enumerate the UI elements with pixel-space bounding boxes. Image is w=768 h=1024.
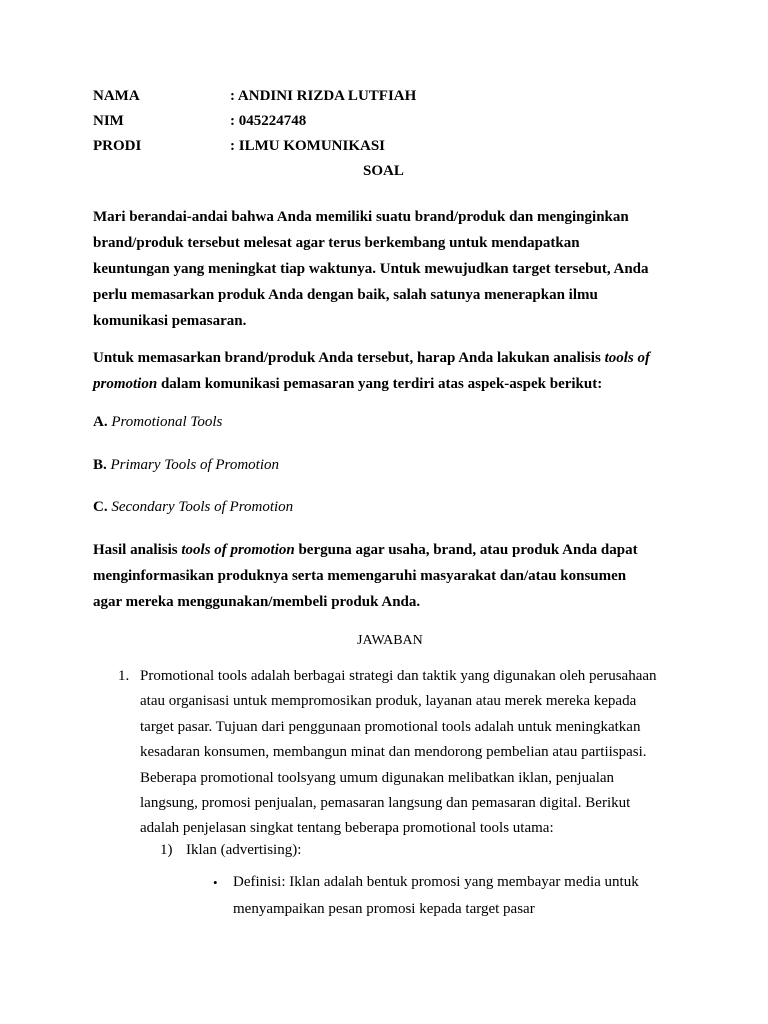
answer-number: 1. xyxy=(118,668,130,684)
paragraph-1-line: Mari berandai-andai bahwa Anda memiliki suatu brand/produk dan menginginkan xyxy=(93,209,629,225)
answer-line: langsung, promosi penjualan, pemasaran langsung dan pemasaran digital. Berikut xyxy=(140,794,631,811)
aspect-c xyxy=(93,499,293,516)
aspect-b xyxy=(93,457,279,474)
bullet-text xyxy=(233,869,693,923)
soal-paragraph-1 xyxy=(93,204,693,334)
paragraph-3-text: berguna agar usaha, brand, atau produk Anda dapat xyxy=(294,542,638,558)
aspect-text: Primary Tools of Promotion xyxy=(110,457,280,473)
aspect-text: Secondary Tools of Promotion xyxy=(111,499,294,515)
paragraph-1-line: perlu memasarkan produk Anda dengan baik, salah satunya menerapkan ilmu xyxy=(93,287,598,303)
answer-line: Beberapa promotional toolsyang umum digunakan melibatkan iklan, penjualan xyxy=(140,769,615,786)
paragraph-3-line-2: menginformasikan produknya serta memengaruhi masyarakat dan/atau konsumen xyxy=(93,568,627,584)
paragraph-2-italic: promotion xyxy=(93,376,158,392)
bullet-line: Definisi: Iklan adalah bentuk promosi yang membayar media untuk xyxy=(233,874,639,890)
answer-line: kesadaran konsumen, membangun minat dan mendorong pembelian atau partiispasi. xyxy=(140,744,647,761)
answer-line: target pasar. Tujuan dari penggunaan promotional tools adalah untuk meningkatkan xyxy=(140,718,641,735)
aspect-text: Promotional Tools xyxy=(111,414,223,430)
paragraph-2-text: dalam komunikasi pemasaran yang terdiri atas aspek-aspek berikut: xyxy=(157,376,603,392)
answer-text xyxy=(140,664,700,842)
aspect-letter: A. xyxy=(93,414,108,430)
bullet-icon: • xyxy=(213,875,218,890)
name-label: NAMA xyxy=(93,88,140,104)
sub-item-text: Iklan (advertising): xyxy=(186,842,302,858)
aspect-letter: C. xyxy=(93,499,108,515)
soal-paragraph-2 xyxy=(93,345,693,397)
sub-item-1 xyxy=(160,842,301,859)
prodi-value: : ILMU KOMUNIKASI xyxy=(230,138,386,154)
answer-line: Promotional tools adalah berbagai strategi dan taktik yang digunakan oleh perusahaan xyxy=(140,668,657,684)
nim-value: : 045224748 xyxy=(230,113,307,129)
bullet-line: menyampaikan pesan promosi kepada target pasar xyxy=(233,901,535,917)
paragraph-2-line-1 xyxy=(93,345,693,371)
soal-paragraph-3 xyxy=(93,537,693,615)
name-value: : ANDINI RIZDA LUTFIAH xyxy=(230,88,417,104)
prodi-label: PRODI xyxy=(93,138,142,154)
paragraph-3-line-1 xyxy=(93,537,693,563)
jawaban-heading: JAWABAN xyxy=(357,633,423,648)
sub-item-number: 1) xyxy=(160,842,173,858)
nim-label: NIM xyxy=(93,113,124,129)
paragraph-1-line: komunikasi pemasaran. xyxy=(93,313,247,329)
paragraph-2-text: Untuk memasarkan brand/produk Anda tersebut, harap Anda lakukan analisis xyxy=(93,350,605,366)
soal-heading: SOAL xyxy=(363,163,404,179)
paragraph-3-line-3: agar mereka menggunakan/membeli produk Anda. xyxy=(93,594,421,610)
answer-line: adalah penjelasan singkat tentang beberapa promotional tools utama: xyxy=(140,820,554,837)
paragraph-2-line-2 xyxy=(93,371,693,397)
paragraph-3-text: Hasil analisis xyxy=(93,542,182,558)
aspect-a xyxy=(93,414,222,431)
paragraph-1-line: brand/produk tersebut melesat agar terus berkembang untuk mendapatkan xyxy=(93,235,580,251)
answer-line: atau organisasi untuk mempromosikan produk, layanan atau merek mereka kepada xyxy=(140,693,637,710)
paragraph-2-italic: tools of xyxy=(604,350,650,366)
paragraph-3-italic: tools of promotion xyxy=(181,542,295,558)
aspect-letter: B. xyxy=(93,457,107,473)
paragraph-1-line: keuntungan yang meningkat tiap waktunya. Untuk mewujudkan target tersebut, Anda xyxy=(93,261,649,277)
